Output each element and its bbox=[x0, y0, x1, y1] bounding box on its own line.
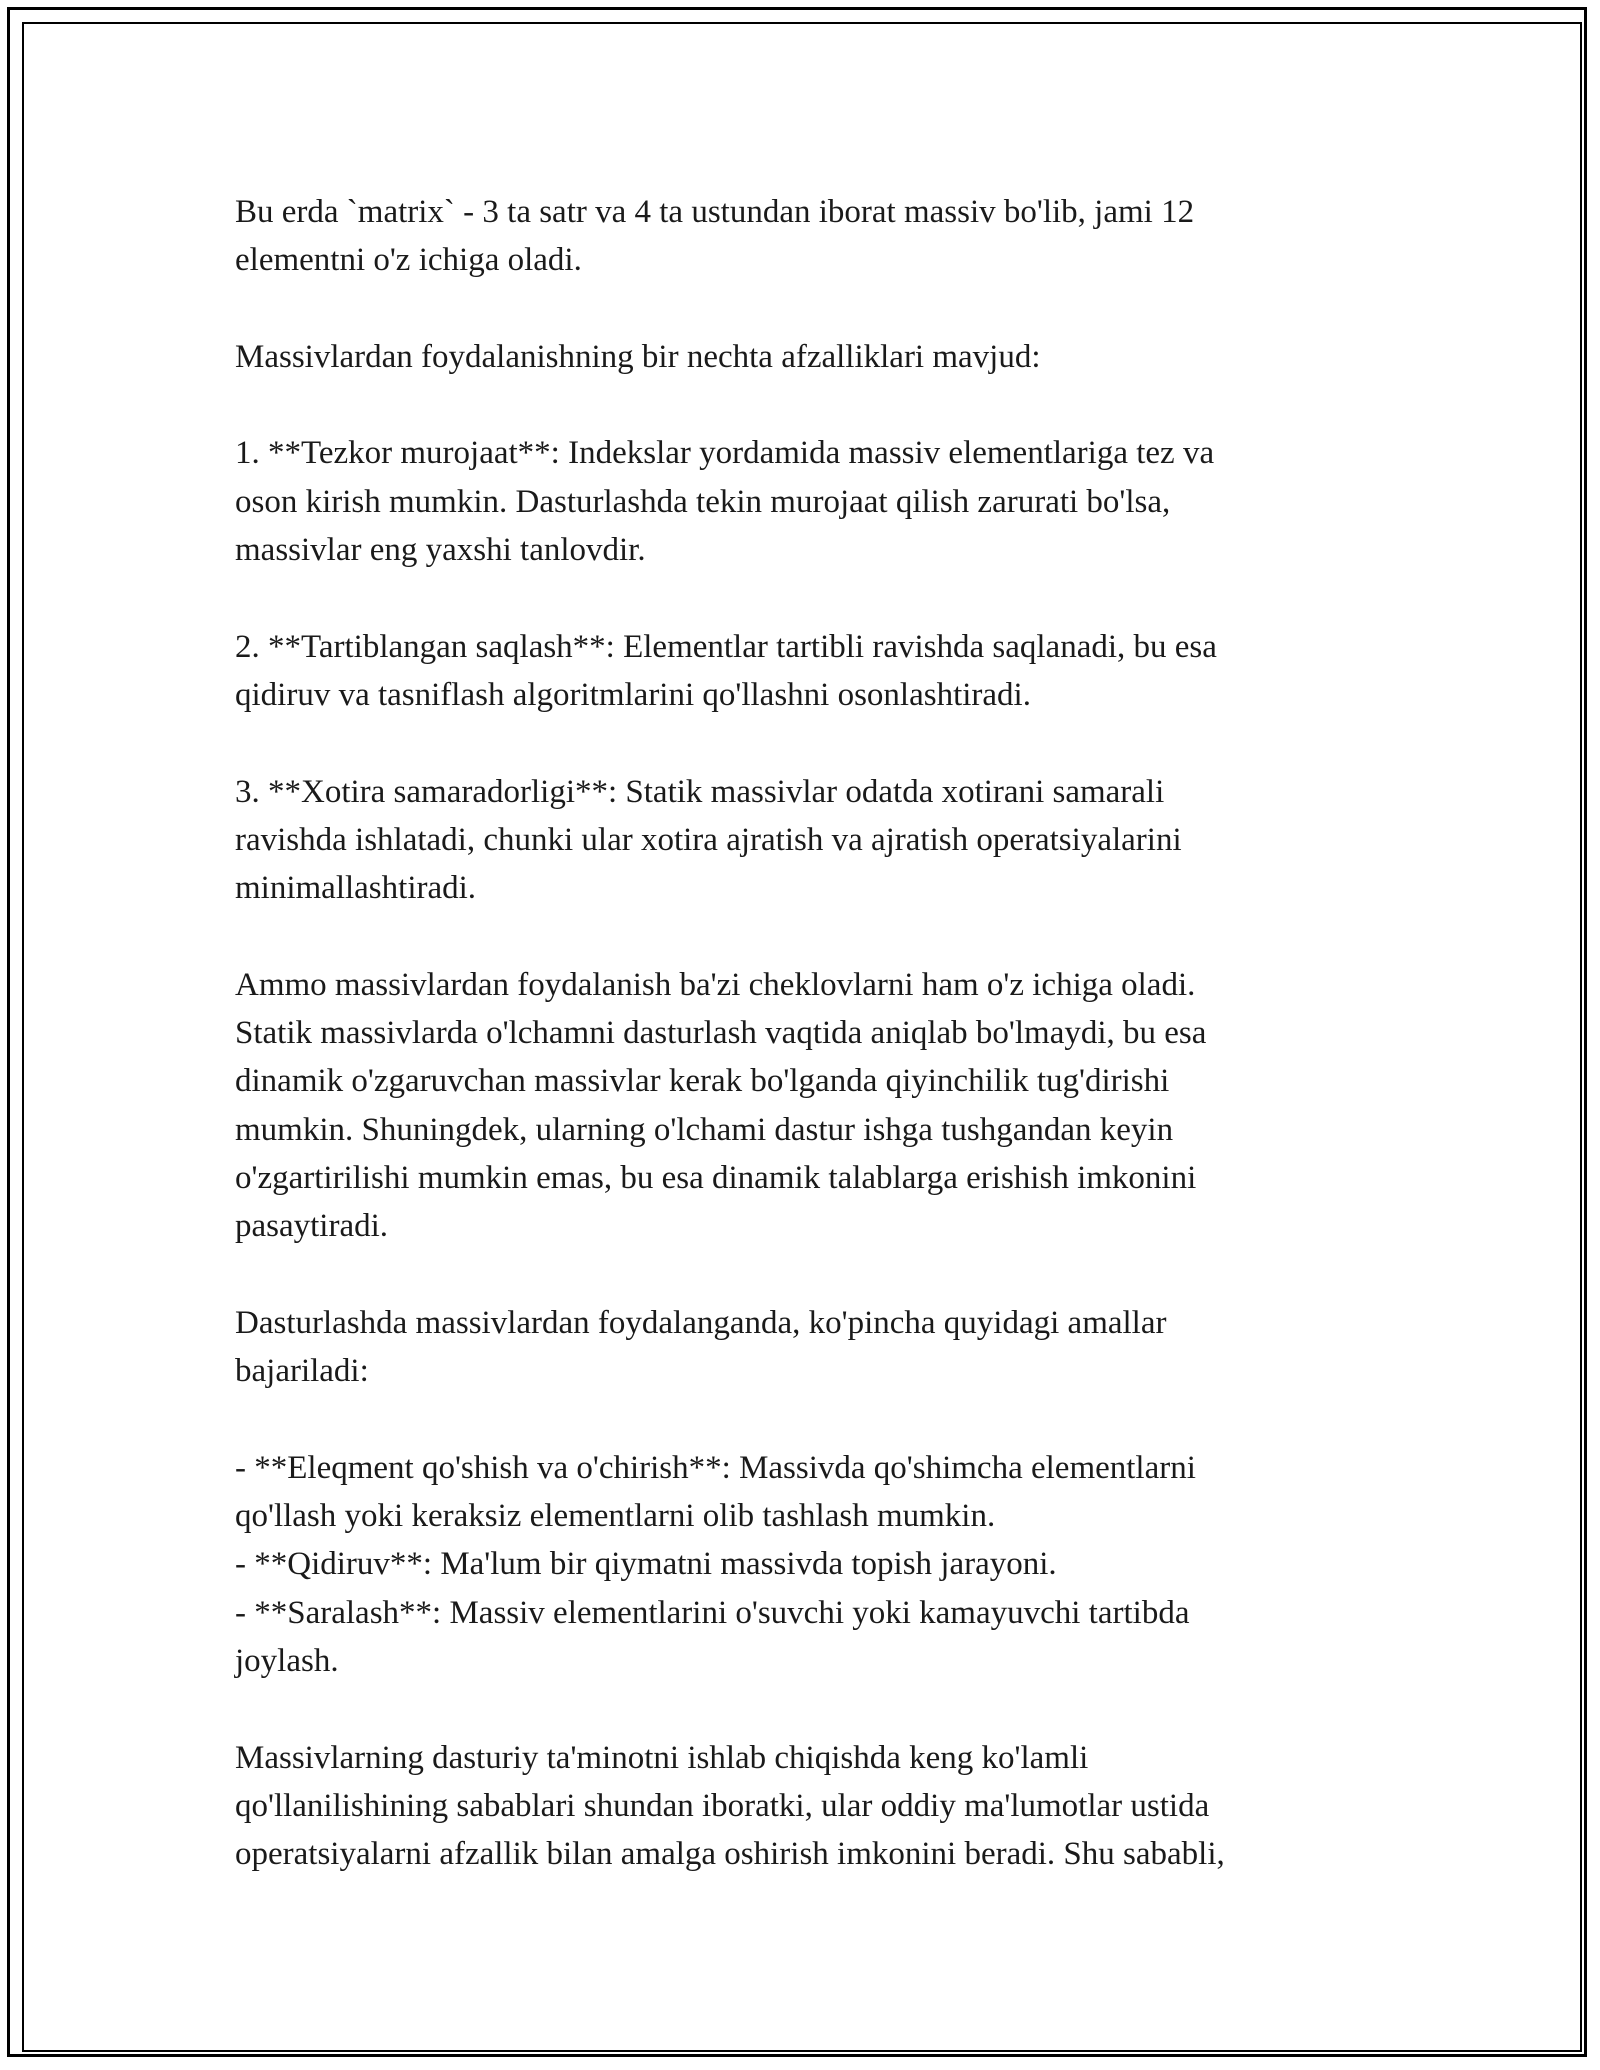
paragraph bbox=[235, 1734, 1365, 1879]
text-line: Dasturlashda massivlardan foydalanganda, ko'pincha quyidagi amallar bbox=[235, 1304, 1167, 1341]
text-line: Massivlarning dasturiy ta'minotni ishlab chiqishda keng ko'lamli bbox=[235, 1739, 1089, 1776]
text-line: minimallashtiradi. bbox=[235, 870, 477, 907]
text-line: Massivlardan foydalanishning bir nechta afzalliklari mavjud: bbox=[235, 338, 1041, 375]
text-line: bajariladi: bbox=[235, 1353, 369, 1390]
text-line: - **Qidiruv**: Ma'lum bir qiymatni massivda topish jarayoni. bbox=[235, 1546, 1057, 1583]
text-line: 1. **Tezkor murojaat**: Indekslar yordamida massiv elementlariga tez va bbox=[235, 435, 1215, 472]
document-body bbox=[235, 188, 1365, 1927]
text-line: 3. **Xotira samaradorligi**: Statik massivlar odatda xotirani samarali bbox=[235, 773, 1165, 810]
text-line: operatsiyalarni afzallik bilan amalga oshirish imkonini beradi. Shu sababli, bbox=[235, 1836, 1225, 1873]
text-line: Ammo massivlardan foydalanish ba'zi cheklovlarni ham o'z ichiga oladi. bbox=[235, 966, 1196, 1003]
text-line: mumkin. Shuningdek, ularning o'lchami dastur ishga tushgandan keyin bbox=[235, 1111, 1174, 1148]
text-line: qo'llanilishining sabablari shundan iboratki, ular oddiy ma'lumotlar ustida bbox=[235, 1787, 1210, 1824]
text-line: pasaytiradi. bbox=[235, 1208, 389, 1245]
text-line: o'zgartirilishi mumkin emas, bu esa dinamik talablarga erishish imkonini bbox=[235, 1159, 1197, 1196]
paragraph bbox=[235, 1299, 1365, 1396]
bullet-list bbox=[235, 1444, 1365, 1685]
text-line: dinamik o'zgaruvchan massivlar kerak bo'lganda qiyinchilik tug'dirishi bbox=[235, 1063, 1170, 1100]
text-line: qo'llash yoki keraksiz elementlarni olib tashlash mumkin. bbox=[235, 1498, 996, 1535]
text-line: joylash. bbox=[235, 1642, 339, 1679]
text-line: qidiruv va tasniflash algoritmlarini qo'llashni osonlashtiradi. bbox=[235, 676, 1031, 713]
list-item bbox=[235, 429, 1365, 574]
text-line: - **Eleqment qo'shish va o'chirish**: Massivda qo'shimcha elementlarni bbox=[235, 1449, 1196, 1486]
text-line: massivlar eng yaxshi tanlovdir. bbox=[235, 532, 646, 569]
text-line: - **Saralash**: Massiv elementlarini o'suvchi yoki kamayuvchi tartibda bbox=[235, 1594, 1190, 1631]
text-line: elementni o'z ichiga oladi. bbox=[235, 242, 582, 279]
text-line: Bu erda `matrix` - 3 ta satr va 4 ta ustundan iborat massiv bo'lib, jami 12 bbox=[235, 194, 1195, 230]
paragraph bbox=[235, 961, 1365, 1251]
list-item bbox=[235, 768, 1365, 913]
text-line: oson kirish mumkin. Dasturlashda tekin murojaat qilish zarurati bo'lsa, bbox=[235, 483, 1171, 520]
paragraph bbox=[235, 188, 1365, 285]
text-line: ravishda ishlatadi, chunki ular xotira ajratish va ajratish operatsiyalarini bbox=[235, 821, 1182, 858]
text-line: 2. **Tartiblangan saqlash**: Elementlar tartibli ravishda saqlanadi, bu esa bbox=[235, 628, 1217, 665]
text-line: Statik massivlarda o'lchamni dasturlash vaqtida aniqlab bo'lmaydi, bu esa bbox=[235, 1015, 1207, 1052]
list-item bbox=[235, 623, 1365, 720]
paragraph bbox=[235, 333, 1365, 381]
